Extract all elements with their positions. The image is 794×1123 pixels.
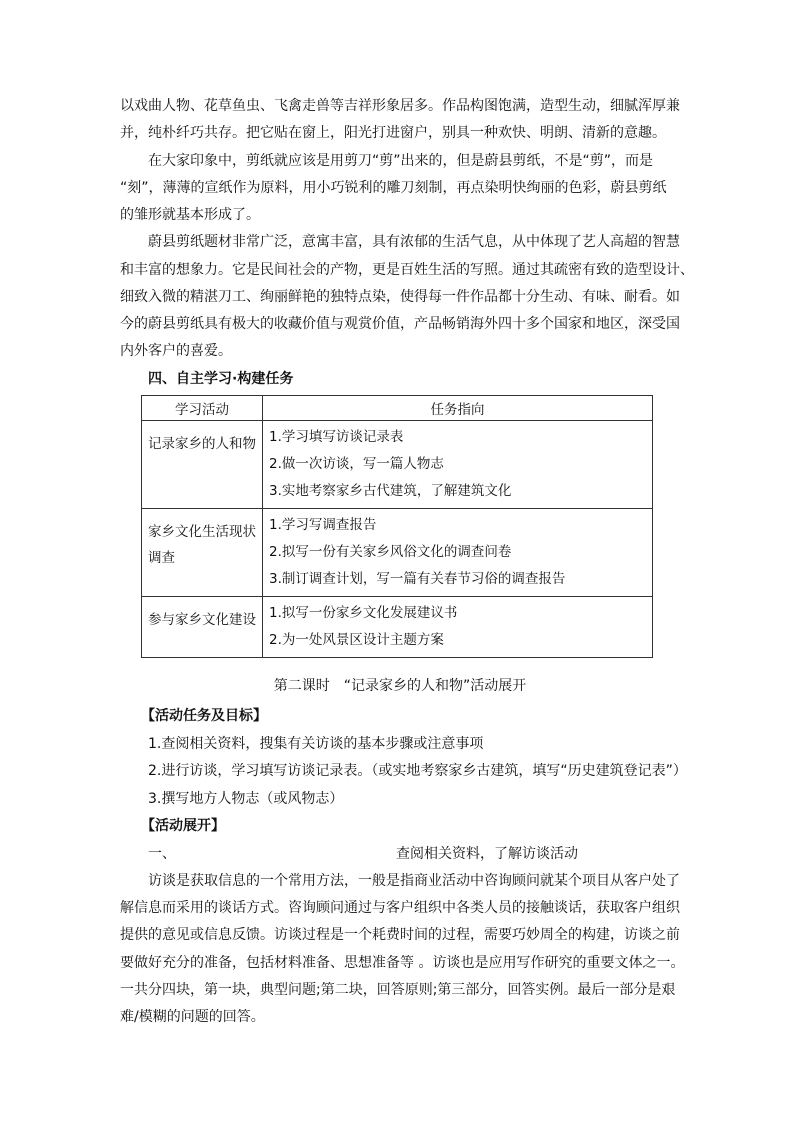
- text-line: 一共分四块，第一块，典型问题;第二块，回答原则;第三部分，回答实例。最后一部分是艰: [120, 982, 676, 998]
- goal-item: 2.进行访谈，学习填写访谈记录表。（或实地考察家乡古建筑，填写“历史建筑登记表”）: [148, 763, 687, 779]
- table-header-row: [142, 396, 653, 421]
- text-line: 蔚县剪纸题材非常广泛，意寓丰富，具有浓郁的生活气息，从中体现了艺人高超的智慧: [120, 234, 680, 250]
- task-table: [141, 395, 653, 658]
- tasks-cell: [263, 597, 653, 658]
- text-line: 提供的意见或信息反馈。访谈过程是一个耗费时间的过程，需要巧妙周全的构建，访谈之前: [120, 927, 680, 943]
- text-line: 今的蔚县剪纸具有极大的收藏价值与观赏价值，产品畅销海外四十多个国家和地区，深受国: [120, 316, 680, 332]
- text-line: 内外客户的喜爱。: [120, 343, 232, 359]
- activity-cell: 家乡文化生活现状调查: [142, 509, 263, 597]
- text-line: 在大家印象中，剪纸就应该是用剪刀“剪”出来的，但是蔚县剪纸，不是“剪”，而是: [120, 153, 654, 169]
- text-line: 和丰富的想象力。它是民间社会的产物，更是百姓生活的写照。通过其疏密有致的造型设计、: [120, 262, 694, 278]
- section-heading: 四、自主学习·构建任务: [148, 371, 294, 387]
- text-line: 的雏形就基本形成了。: [120, 207, 260, 223]
- table-row: [142, 421, 653, 509]
- text-line: 访谈是获取信息的一个常用方法，一般是指商业活动中咨询顾问就某个项目从客户处了: [120, 873, 680, 889]
- task-item: 3.制订调查计划，写一篇有关春节习俗的调查报告: [269, 571, 566, 587]
- step-title: 查阅相关资料，了解访谈活动: [396, 846, 578, 862]
- table-header-activity: 学习活动: [142, 396, 263, 421]
- text-line: 细致入微的精湛刀工、绚丽鲜艳的独特点染，使得每一件作品都十分生动、有味、耐看。如: [120, 289, 680, 305]
- task-item: 2.为一处风景区设计主题方案: [269, 632, 444, 648]
- task-item: 1.拟写一份家乡文化发展建议书: [269, 605, 458, 621]
- text-line: 以戏曲人物、花草鱼虫、飞禽走兽等吉祥形象居多。作品构图饱满，造型生动，细腻浑厚兼: [120, 98, 680, 114]
- goals-heading: 【活动任务及目标】: [141, 708, 267, 724]
- tasks-cell: [263, 509, 653, 597]
- text-line: 解信息而采用的谈话方式。咨询顾问通过与客户组织中各类人员的接触谈话，获取客户组织: [120, 900, 680, 916]
- text-line: 并，纯朴纤巧共存。把它贴在窗上，阳光打进窗户，别具一种欢快、明朗、清新的意趣。: [120, 125, 666, 141]
- text-line: “刻”，薄薄的宣纸作为原料，用小巧锐利的雕刀刻制，再点染明快绚丽的色彩，蔚县剪纸: [120, 180, 667, 196]
- task-item: 1.学习写调查报告: [269, 517, 377, 533]
- table-row: [142, 597, 653, 658]
- task-item: 2.拟写一份有关家乡风俗文化的调查问卷: [269, 544, 512, 560]
- activity-cell: 参与家乡文化建设: [142, 597, 263, 658]
- goal-item: 3.撰写地方人物志（或风物志）: [148, 791, 344, 807]
- task-item: 1.学习填写访谈记录表: [269, 429, 404, 445]
- table-header-tasks: 任务指向: [263, 396, 653, 421]
- expand-heading: 【活动展开】: [141, 818, 225, 834]
- lesson-title: 第二课时 “记录家乡的人和物”活动展开: [273, 678, 527, 694]
- table-row: [142, 509, 653, 597]
- text-line: 难/模糊的问题的回答。: [120, 1009, 265, 1025]
- tasks-cell: [263, 421, 653, 509]
- text-line: 要做好充分的准备，包括材料准备、思想准备等 。访谈也是应用写作研究的重要文体之一。: [120, 955, 685, 971]
- task-item: 2.做一次访谈，写一篇人物志: [269, 456, 444, 472]
- step-number: 一、: [148, 846, 176, 862]
- activity-cell: 记录家乡的人和物: [142, 421, 263, 509]
- task-item: 3.实地考察家乡古代建筑，了解建筑文化: [269, 483, 512, 499]
- goal-item: 1.查阅相关资料，搜集有关访谈的基本步骤或注意事项: [148, 736, 484, 752]
